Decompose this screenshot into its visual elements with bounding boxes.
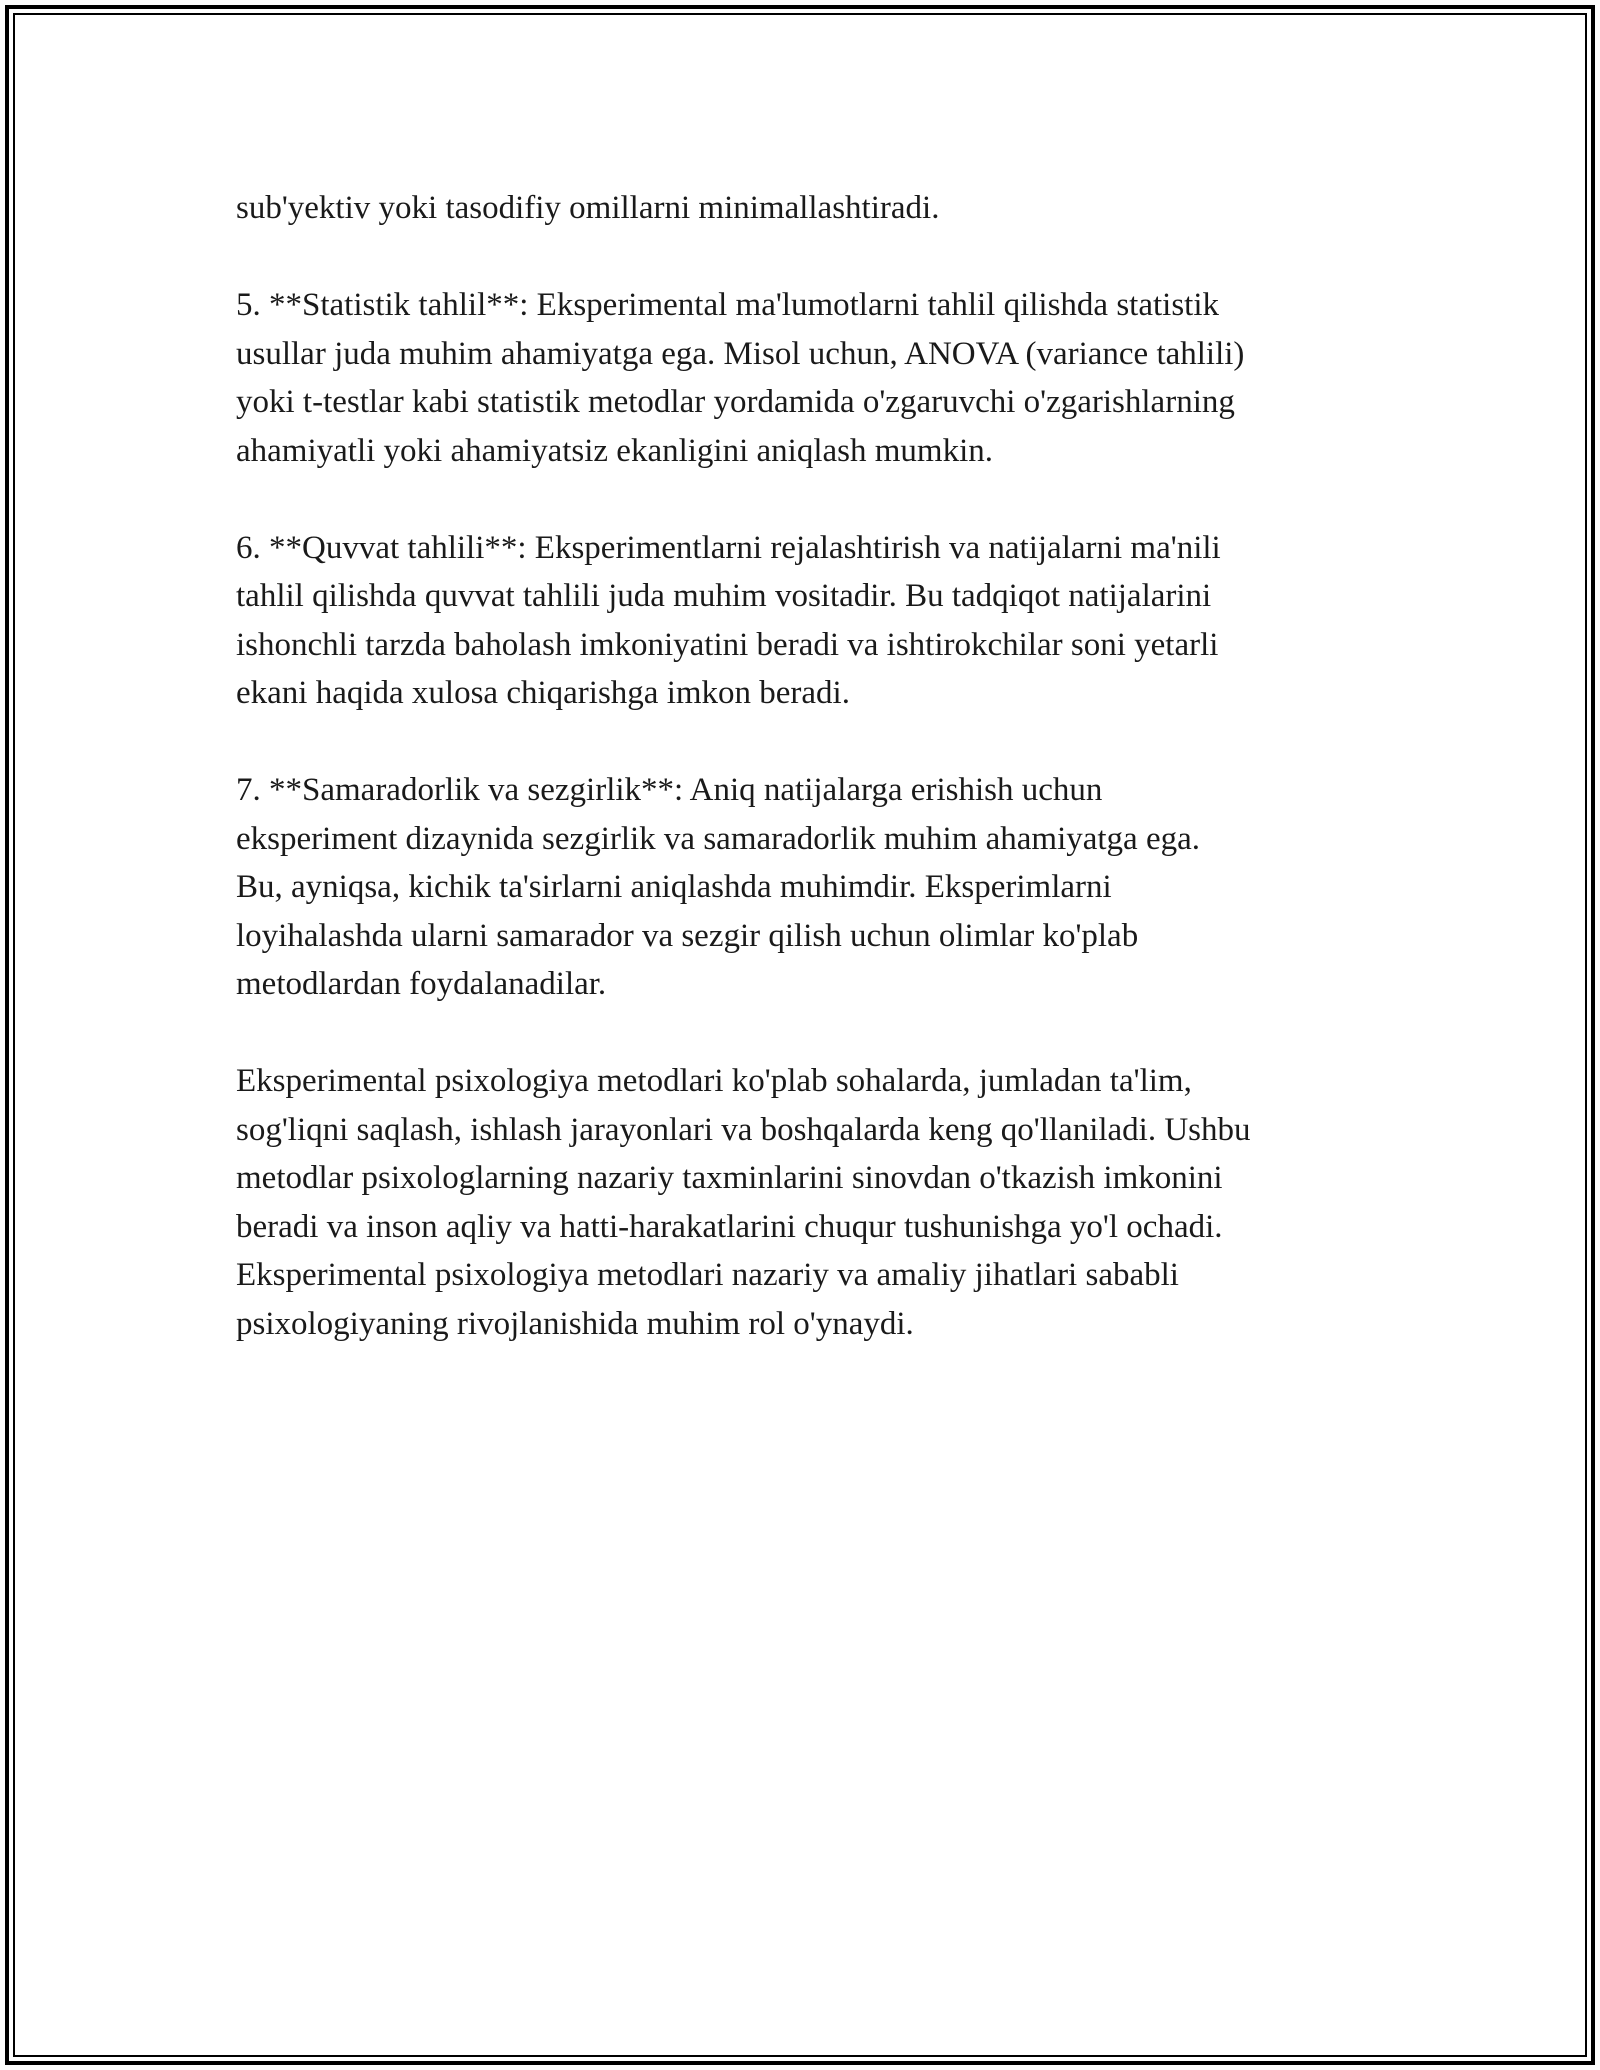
- text-line: sog'liqni saqlash, ishlash jarayonlari va boshqalarda keng qo'llaniladi. Ushbu: [236, 1111, 1251, 1148]
- text-line: metodlar psixologlarning nazariy taxminlarini sinovdan o'tkazish imkonini: [236, 1160, 1223, 1196]
- text-line: usullar juda muhim ahamiyatga ega. Misol uchun, ANOVA (variance tahlili): [236, 335, 1245, 372]
- text-line: loyihalashda ularni samarador va sezgir qilish uchun olimlar ko'plab: [236, 917, 1139, 954]
- document-body: [236, 184, 1386, 1397]
- text-line: Bu, ayniqsa, kichik ta'sirlarni aniqlashda muhimdir. Eksperimlarni: [236, 869, 1112, 905]
- text-line: 6. **Quvvat tahlili**: Eksperimentlarni rejalashtirish va natijalarni ma'nili: [236, 529, 1221, 566]
- text-line: ishonchli tarzda baholash imkoniyatini beradi va ishtirokchilar soni yetarli: [236, 626, 1219, 663]
- paragraph-samaradorlik: [236, 766, 1386, 1009]
- text-line: ahamiyatli yoki ahamiyatsiz ekanligini aniqlash mumkin.: [236, 432, 994, 469]
- text-line: Eksperimental psixologiya metodlari nazariy va amaliy jihatlari sababli: [236, 1257, 1179, 1293]
- text-line: 5. **Statistik tahlil**: Eksperimental ma'lumotlarni tahlil qilishda statistik: [236, 287, 1220, 323]
- text-line: eksperiment dizaynida sezgirlik va samaradorlik muhim ahamiyatga ega.: [236, 820, 1200, 857]
- text-line: sub'yektiv yoki tasodifiy omillarni minimallashtiradi.: [236, 190, 940, 226]
- paragraph-quvvat-tahlili: [236, 524, 1386, 718]
- paragraph-conclusion: [236, 1057, 1386, 1348]
- text-line: 7. **Samaradorlik va sezgirlik**: Aniq natijalarga erishish uchun: [236, 772, 1103, 808]
- paragraph-intro-continuation: [236, 184, 1386, 233]
- text-line: psixologiyaning rivojlanishida muhim rol o'ynaydi.: [236, 1305, 914, 1342]
- text-line: metodlardan foydalanadilar.: [236, 966, 607, 1002]
- text-line: ekani haqida xulosa chiqarishga imkon beradi.: [236, 675, 850, 711]
- paragraph-statistik-tahlil: [236, 281, 1386, 475]
- text-line: Eksperimental psixologiya metodlari ko'plab sohalarda, jumladan ta'lim,: [236, 1063, 1192, 1099]
- text-line: beradi va inson aqliy va hatti-harakatlarini chuqur tushunishga yo'l ochadi.: [236, 1208, 1223, 1245]
- text-line: tahlil qilishda quvvat tahlili juda muhim vositadir. Bu tadqiqot natijalarini: [236, 578, 1212, 614]
- text-line: yoki t-testlar kabi statistik metodlar yordamida o'zgaruvchi o'zgarishlarning: [236, 384, 1235, 420]
